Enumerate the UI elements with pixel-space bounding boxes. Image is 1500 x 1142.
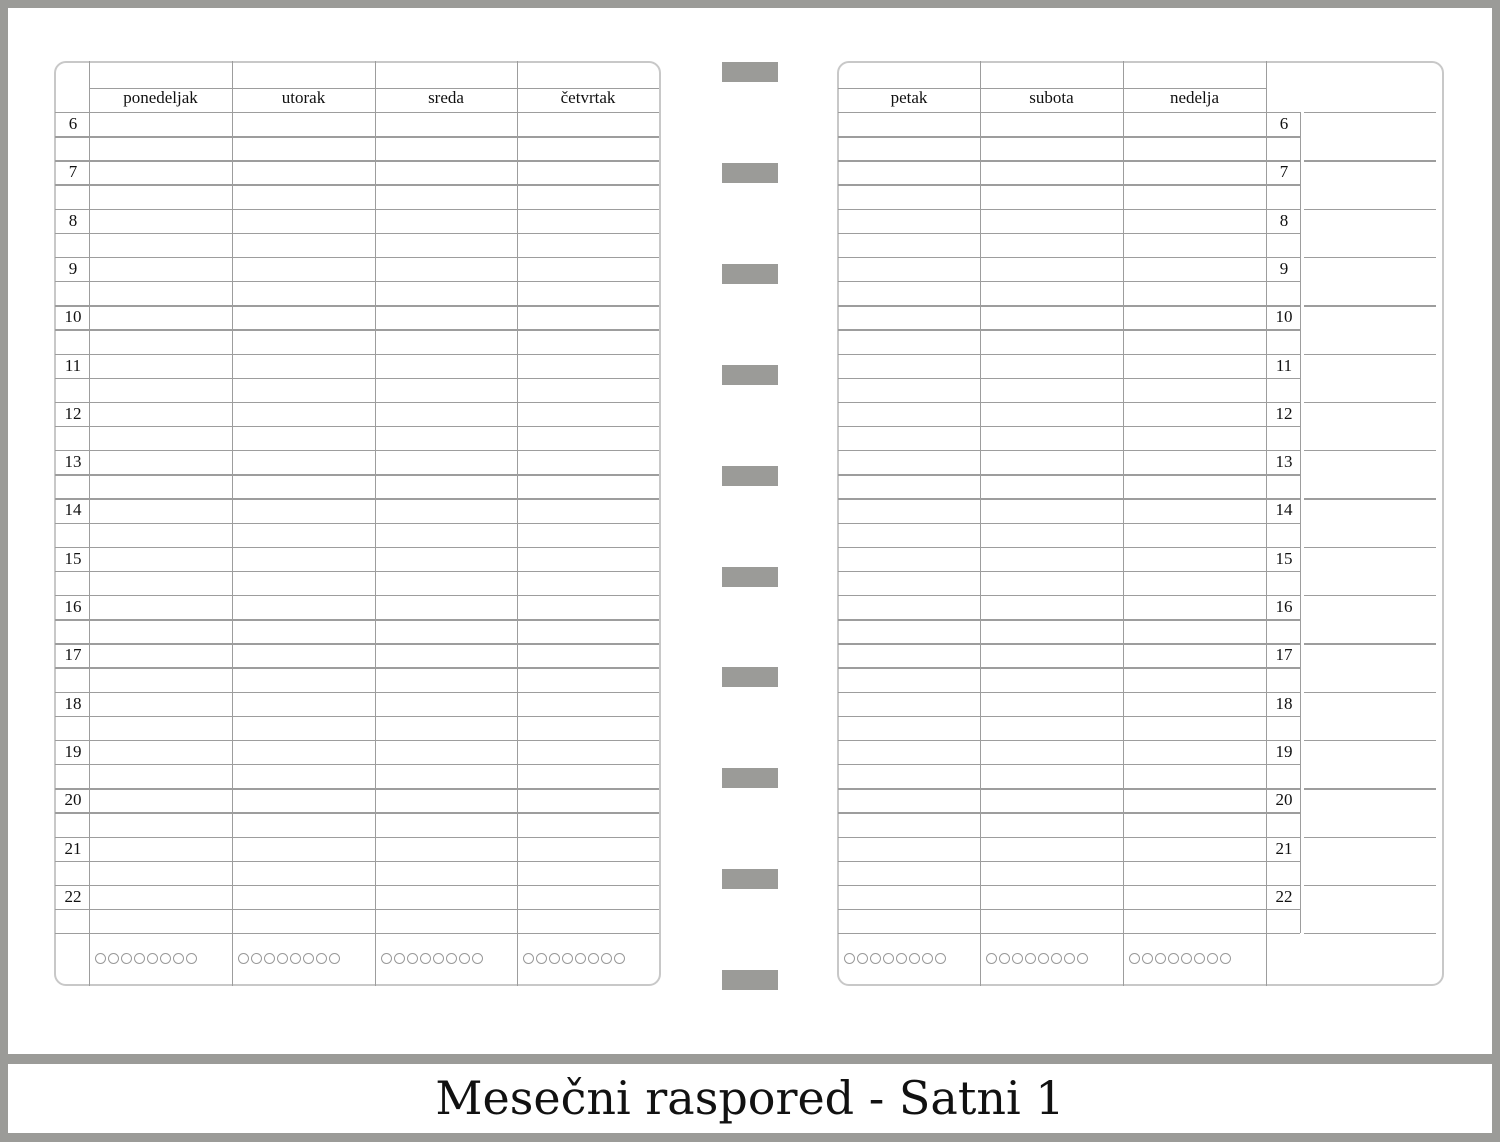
hour-label: 16 xyxy=(1275,597,1293,616)
habit-circle[interactable] xyxy=(857,953,868,964)
right-grid-row-line xyxy=(838,305,1300,306)
left-grid-row-line xyxy=(55,547,659,548)
right-grid-row-line xyxy=(838,426,1300,427)
right-notes-line xyxy=(1304,837,1436,838)
habit-circle[interactable] xyxy=(986,953,997,964)
hour-label: 12 xyxy=(64,403,82,423)
binder-ring-tab xyxy=(722,466,778,486)
right-notes-line xyxy=(1304,788,1436,789)
right-notes-line xyxy=(1304,160,1436,161)
day-header-4: petak xyxy=(890,88,928,107)
habit-circle[interactable] xyxy=(1051,953,1062,964)
habit-tracker-left-2 xyxy=(381,953,483,964)
left-grid-row-line xyxy=(55,667,659,668)
right-notes-line xyxy=(1304,643,1436,644)
hour-label: 22 xyxy=(1275,886,1293,906)
hour-label: 13 xyxy=(1275,452,1293,472)
habit-circle[interactable] xyxy=(186,953,197,964)
right-grid-row-line xyxy=(838,402,1300,403)
hour-label: 19 xyxy=(1275,741,1293,761)
habit-circle[interactable] xyxy=(303,953,314,964)
hour-label: 11 xyxy=(64,355,82,375)
habit-circle[interactable] xyxy=(896,953,907,964)
hour-label: 14 xyxy=(1275,500,1293,520)
day-header-6: nedelja xyxy=(1169,88,1220,107)
habit-circle[interactable] xyxy=(251,953,262,964)
right-notes-line xyxy=(1304,740,1436,741)
left-grid-row-line xyxy=(55,257,659,258)
habit-circle[interactable] xyxy=(264,953,275,964)
right-notes-line xyxy=(1304,450,1436,451)
hour-label: 6 xyxy=(68,114,78,133)
left-grid-row-line xyxy=(55,643,659,644)
habit-circle[interactable] xyxy=(134,953,145,964)
habit-circle[interactable] xyxy=(909,953,920,964)
left-grid-column-line xyxy=(232,61,233,986)
hour-label: 18 xyxy=(1275,693,1293,713)
right-grid-row-line xyxy=(838,136,1300,137)
habit-circle[interactable] xyxy=(844,953,855,964)
hour-label: 15 xyxy=(1275,548,1293,568)
habit-tracker-left-0 xyxy=(95,953,197,964)
habit-tracker-right-2 xyxy=(1129,953,1231,964)
habit-circle[interactable] xyxy=(1194,953,1205,964)
left-grid-row-line xyxy=(55,474,659,475)
left-grid-row-line xyxy=(55,812,659,813)
day-header-5: subota xyxy=(1029,88,1074,107)
left-grid-row-line xyxy=(55,909,659,910)
hour-label: 8 xyxy=(1279,210,1289,230)
left-grid-row-line xyxy=(55,933,659,934)
caption-bar xyxy=(8,1064,1492,1133)
right-grid-row-line xyxy=(838,571,1300,572)
binder-ring-tab xyxy=(722,62,778,82)
left-grid-row-line xyxy=(55,498,659,499)
habit-circle[interactable] xyxy=(290,953,301,964)
right-grid-row-line xyxy=(838,160,1300,161)
right-notes-line xyxy=(1304,209,1436,210)
left-grid-row-line xyxy=(55,136,659,137)
right-notes-line xyxy=(1304,595,1436,596)
right-grid-row-line xyxy=(838,812,1300,813)
left-grid-row-line xyxy=(55,402,659,403)
left-grid-row-line xyxy=(55,233,659,234)
right-grid-row-line xyxy=(838,474,1300,475)
hour-label: 16 xyxy=(64,597,82,616)
hour-label: 7 xyxy=(1279,162,1289,182)
left-grid-row-line xyxy=(55,184,659,185)
hour-label: 8 xyxy=(68,210,78,230)
habit-circle[interactable] xyxy=(1064,953,1075,964)
habit-circle[interactable] xyxy=(1012,953,1023,964)
habit-circle[interactable] xyxy=(433,953,444,964)
binder-ring-tab xyxy=(722,970,778,990)
hour-label: 10 xyxy=(1275,307,1293,327)
habit-circle[interactable] xyxy=(1077,953,1088,964)
right-grid-row-line xyxy=(838,861,1300,862)
right-grid-column-line xyxy=(1123,61,1124,986)
habit-circle[interactable] xyxy=(446,953,457,964)
habit-circle[interactable] xyxy=(420,953,431,964)
right-notes-line xyxy=(1304,933,1436,934)
right-notes-line xyxy=(1304,257,1436,258)
left-grid-row-line xyxy=(55,837,659,838)
habit-circle[interactable] xyxy=(883,953,894,964)
hour-label: 18 xyxy=(64,693,82,713)
habit-circle[interactable] xyxy=(277,953,288,964)
hour-label: 10 xyxy=(64,307,82,327)
habit-circle[interactable] xyxy=(523,953,534,964)
page-caption: Mesečni raspored - Satni 1 xyxy=(435,1071,1065,1125)
right-grid-row-line xyxy=(838,233,1300,234)
right-grid-row-line xyxy=(838,740,1300,741)
hour-label: 21 xyxy=(1275,838,1293,858)
right-grid-row-line xyxy=(838,257,1300,258)
left-grid-row-line xyxy=(55,281,659,282)
habit-circle[interactable] xyxy=(549,953,560,964)
right-grid-row-line xyxy=(838,184,1300,185)
left-grid-row-line xyxy=(55,885,659,886)
habit-circle[interactable] xyxy=(562,953,573,964)
hour-label: 19 xyxy=(64,741,82,761)
right-notes-line xyxy=(1304,305,1436,306)
binder-ring-tab xyxy=(722,163,778,183)
left-grid-row-line xyxy=(55,378,659,379)
left-grid-row-line xyxy=(55,354,659,355)
binder-ring-tab xyxy=(722,365,778,385)
right-notes-line xyxy=(1304,402,1436,403)
left-grid-row-line xyxy=(55,450,659,451)
right-grid-row-line xyxy=(838,837,1300,838)
habit-circle[interactable] xyxy=(575,953,586,964)
left-grid-row-line xyxy=(55,619,659,620)
habit-circle[interactable] xyxy=(316,953,327,964)
left-grid-row-line xyxy=(55,112,659,113)
habit-circle[interactable] xyxy=(1038,953,1049,964)
left-grid-row-line xyxy=(55,595,659,596)
habit-circle[interactable] xyxy=(588,953,599,964)
right-grid-row-line xyxy=(838,764,1300,765)
right-notes-line xyxy=(1304,692,1436,693)
binder-ring-tab xyxy=(722,768,778,788)
right-grid-row-line xyxy=(838,378,1300,379)
right-notes-line xyxy=(1304,547,1436,548)
habit-circle[interactable] xyxy=(1142,953,1153,964)
habit-circle[interactable] xyxy=(1129,953,1140,964)
hour-label: 20 xyxy=(64,790,82,810)
right-grid-row-line xyxy=(838,788,1300,789)
hour-label: 6 xyxy=(1279,114,1289,133)
hour-label: 15 xyxy=(64,548,82,568)
binder-ring-tab xyxy=(722,567,778,587)
habit-circle[interactable] xyxy=(601,953,612,964)
hour-label: 11 xyxy=(1275,355,1293,375)
habit-circle[interactable] xyxy=(381,953,392,964)
habit-circle[interactable] xyxy=(922,953,933,964)
right-grid-row-line xyxy=(838,523,1300,524)
habit-circle[interactable] xyxy=(459,953,470,964)
habit-circle[interactable] xyxy=(108,953,119,964)
habit-tracker-left-3 xyxy=(523,953,625,964)
right-grid-row-line xyxy=(838,619,1300,620)
left-grid-row-line xyxy=(55,764,659,765)
habit-circle[interactable] xyxy=(173,953,184,964)
habit-circle[interactable] xyxy=(614,953,625,964)
right-grid-row-line xyxy=(838,909,1300,910)
hour-label: 17 xyxy=(1275,645,1293,665)
habit-tracker-right-0 xyxy=(844,953,946,964)
left-grid-row-line xyxy=(55,716,659,717)
hour-label: 9 xyxy=(68,258,78,278)
right-notes-line xyxy=(1304,354,1436,355)
right-grid-row-line xyxy=(838,643,1300,644)
right-notes-line xyxy=(1304,498,1436,499)
habit-circle[interactable] xyxy=(238,953,249,964)
habit-circle[interactable] xyxy=(1220,953,1231,964)
left-grid-row-line xyxy=(55,305,659,306)
right-grid-column-line xyxy=(980,61,981,986)
habit-circle[interactable] xyxy=(407,953,418,964)
day-header-2: sreda xyxy=(428,88,464,107)
right-grid-row-line xyxy=(838,716,1300,717)
right-grid-row-line xyxy=(838,450,1300,451)
left-grid-row-line xyxy=(55,692,659,693)
habit-circle[interactable] xyxy=(1025,953,1036,964)
hour-label: 7 xyxy=(68,162,78,182)
hour-label: 12 xyxy=(1275,403,1293,423)
hour-label: 20 xyxy=(1275,790,1293,810)
right-grid-row-line xyxy=(838,692,1300,693)
right-grid-row-line xyxy=(838,281,1300,282)
hour-label: 21 xyxy=(64,838,82,858)
right-grid-row-line xyxy=(838,885,1300,886)
habit-circle[interactable] xyxy=(329,953,340,964)
habit-circle[interactable] xyxy=(95,953,106,964)
habit-tracker-left-1 xyxy=(238,953,340,964)
left-grid-row-line xyxy=(55,329,659,330)
right-grid-row-line xyxy=(838,329,1300,330)
left-grid-row-line xyxy=(55,740,659,741)
binder-ring-tab xyxy=(722,869,778,889)
day-header-1: utorak xyxy=(281,88,326,107)
left-grid-column-line xyxy=(375,61,376,986)
habit-circle[interactable] xyxy=(147,953,158,964)
binder-ring-tab xyxy=(722,264,778,284)
left-grid-row-line xyxy=(55,861,659,862)
right-grid-row-line xyxy=(838,667,1300,668)
left-grid-row-line xyxy=(55,571,659,572)
left-grid-row-line xyxy=(55,426,659,427)
habit-circle[interactable] xyxy=(1168,953,1179,964)
right-grid-row-line xyxy=(838,498,1300,499)
habit-circle[interactable] xyxy=(1155,953,1166,964)
habit-circle[interactable] xyxy=(536,953,547,964)
hour-label: 13 xyxy=(64,452,82,472)
right-grid-row-line xyxy=(838,547,1300,548)
habit-circle[interactable] xyxy=(472,953,483,964)
habit-circle[interactable] xyxy=(121,953,132,964)
left-grid-column-line xyxy=(517,61,518,986)
left-grid-row-line xyxy=(55,788,659,789)
hour-label: 22 xyxy=(64,886,82,906)
habit-circle[interactable] xyxy=(1181,953,1192,964)
habit-circle[interactable] xyxy=(394,953,405,964)
habit-tracker-right-1 xyxy=(986,953,1088,964)
day-header-3: četvrtak xyxy=(560,88,616,107)
binder-ring-tab xyxy=(722,667,778,687)
right-grid-row-line xyxy=(838,595,1300,596)
left-grid-row-line xyxy=(55,523,659,524)
right-grid-row-line xyxy=(838,209,1300,210)
habit-circle[interactable] xyxy=(999,953,1010,964)
right-grid-row-line xyxy=(838,354,1300,355)
habit-circle[interactable] xyxy=(160,953,171,964)
day-header-0: ponedeljak xyxy=(123,88,198,107)
hour-label: 17 xyxy=(64,645,82,665)
hour-label: 9 xyxy=(1279,258,1289,278)
left-grid-row-line xyxy=(55,209,659,210)
hour-label: 14 xyxy=(64,500,82,520)
habit-circle[interactable] xyxy=(870,953,881,964)
habit-circle[interactable] xyxy=(935,953,946,964)
right-grid-row-line xyxy=(838,933,1300,934)
right-notes-line xyxy=(1304,885,1436,886)
right-notes-line xyxy=(1304,112,1436,113)
left-grid-row-line xyxy=(55,160,659,161)
right-grid-row-line xyxy=(838,112,1300,113)
habit-circle[interactable] xyxy=(1207,953,1218,964)
